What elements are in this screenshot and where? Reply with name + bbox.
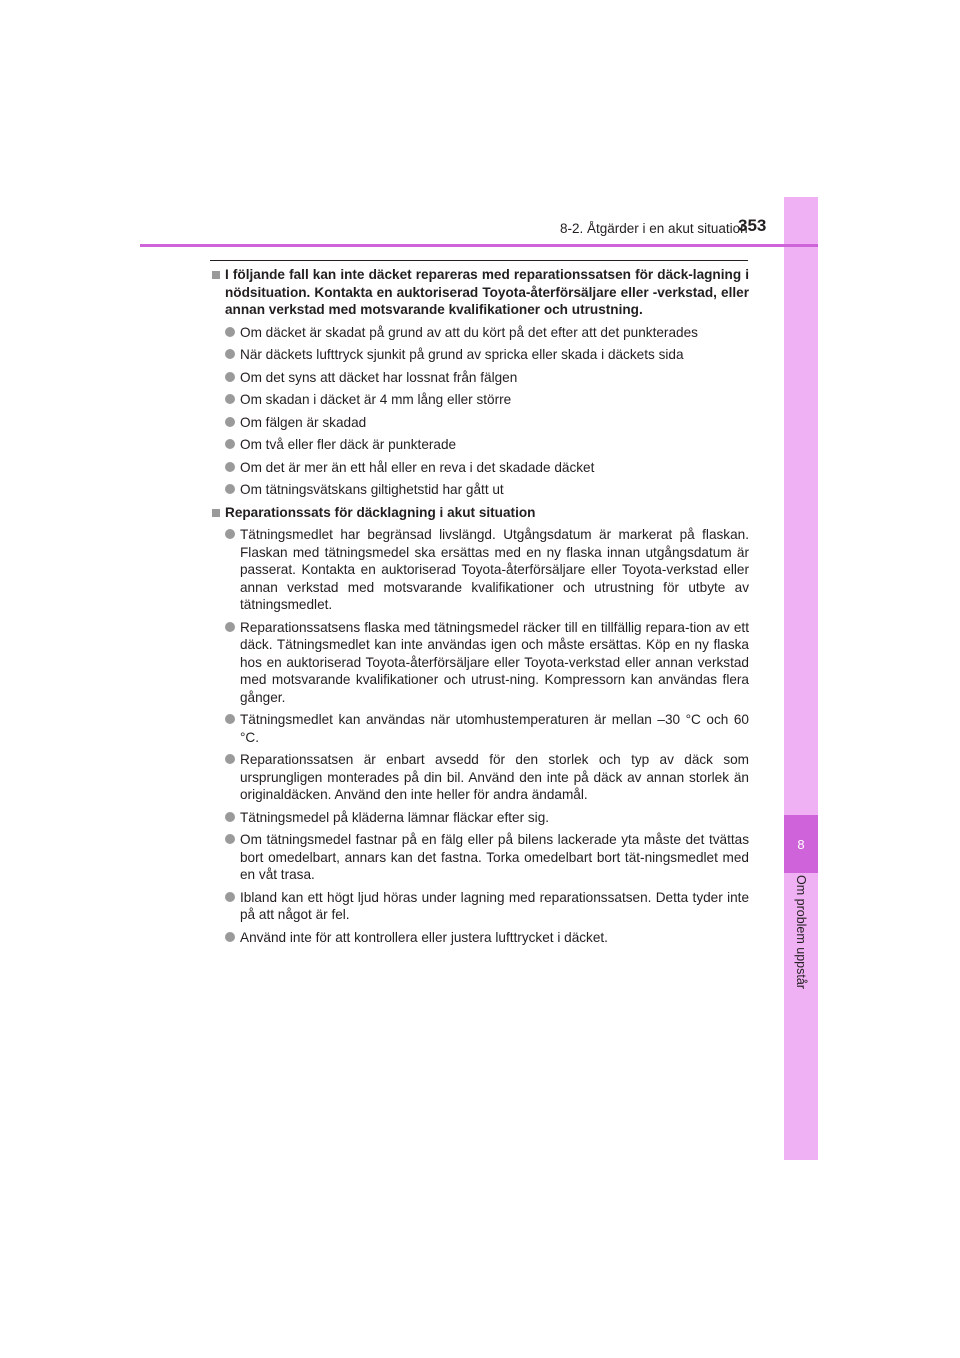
chapter-side-tab [784, 197, 818, 1160]
list-item [225, 619, 749, 707]
list-item-text: Reparationssatsen är enbart avsedd för den storlek och typ av däck som ursprungligen monterades på din bil. Använd den inte på däck av annan storlek än originaldäcken. Använd den inte heller för andra ändamål. [240, 752, 749, 802]
list-item-text: Om två eller fler däck är punkterade [240, 437, 457, 452]
list-item-text: Använd inte för att kontrollera eller justera lufttrycket i däcket. [240, 929, 608, 945]
chapter-title-label: Om problem uppstår [794, 875, 808, 989]
list-item [225, 889, 749, 924]
list-item [225, 809, 749, 827]
bullet-dot-icon [225, 417, 235, 427]
bullet-dot-icon [225, 932, 235, 942]
list-item-text: Tätningsmedlet kan användas när utomhustemperaturen är mellan –30 °C och 60 °C. [240, 712, 749, 745]
list-item [225, 751, 749, 804]
list-item-text: Om tätningsvätskans giltighetstid har gått ut [240, 482, 504, 497]
list-item-text: Om tätningsmedel fastnar på en fälg eller på bilens lackerade yta måste det tvättas bort omedelbart, annars kan det fastna. Torka omedelbart bort tät-ningsmedlet med en våt trasa. [240, 832, 749, 882]
list-item [225, 711, 749, 746]
list-item [225, 414, 749, 432]
bullet-dot-icon [225, 714, 235, 724]
list-item [225, 436, 749, 454]
list-item [225, 391, 749, 409]
bullet-dot-icon [225, 327, 235, 337]
page-number: 353 [738, 216, 767, 235]
section-heading-text: Reparationssats för däcklagning i akut situation [225, 504, 536, 520]
list-item-text: Ibland kan ett högt ljud höras under lagning med reparationssatsen. Detta tyder inte på att något är fel. [240, 889, 749, 922]
page-content [212, 266, 749, 951]
section-heading [212, 266, 749, 319]
bullet-dot-icon [225, 372, 235, 382]
section-title: 8-2. Åtgärder i en akut situation [560, 221, 748, 236]
list-item-text: Om det syns att däcket har lossnat från fälgen [240, 369, 518, 385]
list-item [225, 324, 749, 342]
list-item-text: Om däcket är skadat på grund av att du kört på det efter att det punkterades [240, 324, 698, 340]
header-divider [140, 244, 818, 247]
bullet-dot-icon [225, 439, 235, 449]
bullet-dot-icon [225, 529, 235, 539]
square-bullet-icon [212, 509, 220, 517]
bullet-dot-icon [225, 812, 235, 822]
bullet-list [225, 526, 749, 946]
list-item-text: Om det är mer än ett hål eller en reva i det skadade däcket [240, 459, 595, 475]
square-bullet-icon [212, 271, 220, 279]
bullet-dot-icon [225, 754, 235, 764]
bullet-dot-icon [225, 834, 235, 844]
bullet-dot-icon [225, 622, 235, 632]
list-item [225, 831, 749, 884]
list-item-text: När däckets lufttryck sjunkit på grund av spricka eller skada i däckets sida [240, 347, 684, 362]
content-top-divider [210, 260, 748, 261]
list-item-text: Tätningsmedel på kläderna lämnar fläckar efter sig. [240, 809, 550, 825]
list-item [225, 929, 749, 947]
list-item-text: Om skadan i däcket är 4 mm lång eller större [240, 392, 512, 407]
list-item-text: Om fälgen är skadad [240, 414, 367, 430]
bullet-dot-icon [225, 462, 235, 472]
list-item [225, 481, 749, 499]
section-heading-text: I följande fall kan inte däcket repareras med reparationssatsen för däck-lagning i nödsituation. Kontakta en auktoriserad Toyota-återförsäljare eller -verkstad, eller annan verkstad med motsvarande kvalifikationer och utrustning. [225, 267, 749, 317]
list-item [225, 526, 749, 614]
list-item-text: Tätningsmedlet har begränsad livslängd. Utgångsdatum är markerat på flaskan. Flaskan med tätningsmedel ska ersättas med en ny flaska innan utgångsdatum är passerat. Kontakta en auktoriserad Toyota-återförsäljare eller Toyota-verkstad eller annan verkstad med motsvarande kvalifikationer och utrustning för utbyte av tätningsmedlet. [240, 527, 749, 612]
chapter-number-badge: 8 [784, 815, 818, 873]
list-item [225, 459, 749, 477]
bullet-dot-icon [225, 484, 235, 494]
bullet-dot-icon [225, 892, 235, 902]
list-item [225, 369, 749, 387]
bullet-list [225, 324, 749, 499]
bullet-dot-icon [225, 349, 235, 359]
bullet-dot-icon [225, 394, 235, 404]
list-item [225, 346, 749, 364]
section-heading [212, 504, 749, 522]
list-item-text: Reparationssatsens flaska med tätningsmedel räcker till en tillfällig repara-tion av ett däck. Tätningsmedlet kan inte användas igen och måste ersättas. Köp en ny flaska hos en auktoriserad Toyota-återförsäljare eller Toyota-verkstad eller annan verkstad med motsvarande kvalifikationer och utrust-ning. Kompressorn kan användas flera gånger. [240, 619, 749, 705]
